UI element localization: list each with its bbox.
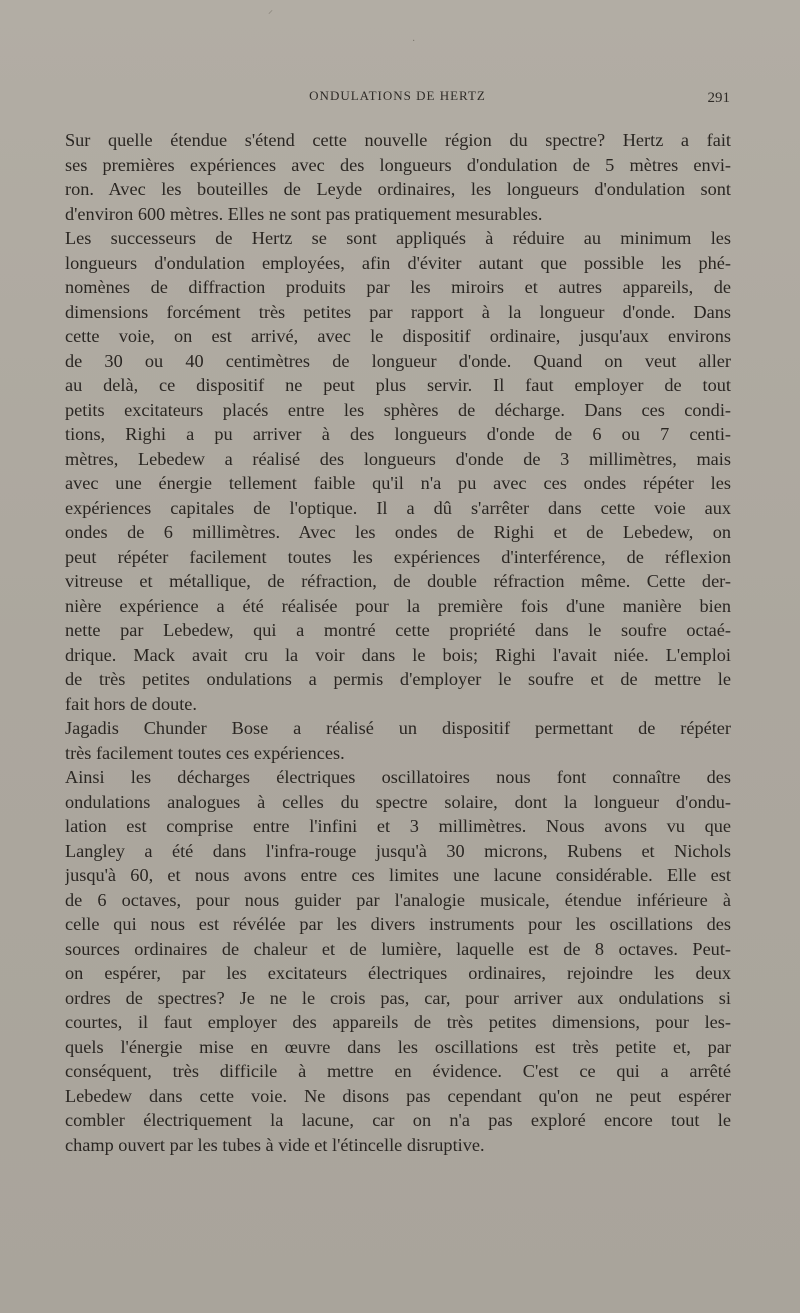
text-line: ses premières expériences avec des longueurs d'ondulation de 5 mètres envi- [65, 154, 731, 175]
text-line: nomènes de diffraction produits par les miroirs et autres appareils, de [65, 277, 731, 297]
scan-speck: ⸝ [268, 5, 273, 16]
paragraph [65, 716, 731, 765]
text-line: nière expérience a été réalisée pour la première fois d'une manière bien [65, 595, 731, 616]
text-line: cette voie, on est arrivé, avec le dispositif ordinaire, jusqu'aux environs [65, 326, 731, 346]
running-title: ONDULATIONS DE HERTZ [309, 88, 486, 103]
text-line: d'environ 600 mètres. Elles ne sont pas pratiquement mesurables. [65, 203, 543, 224]
text-line: jusqu'à 60, et nous avons entre ces limites une lacune considérable. Elle est [65, 865, 731, 885]
text-line: sources ordinaires de chaleur et de lumière, laquelle est de 8 octaves. Peut- [65, 938, 731, 959]
text-line: ordres de spectres? Je ne le crois pas, car, pour arriver aux ondulations si [65, 987, 731, 1008]
text-line: fait hors de doute. [65, 693, 197, 714]
text-line: petits excitateurs placés entre les sphères de décharge. Dans ces condi- [65, 399, 731, 420]
paragraph [65, 226, 731, 716]
text-line: de 6 octaves, pour nous guider par l'analogie musicale, étendue inférieure à [65, 889, 731, 910]
text-line: ron. Avec les bouteilles de Leyde ordinaires, les longueurs d'ondulation sont [65, 179, 731, 199]
text-line: Langley a été dans l'infra-rouge jusqu'à 30 microns, Rubens et Nichols [65, 840, 731, 861]
text-line: Les successeurs de Hertz se sont appliqués à réduire au minimum les [65, 228, 731, 248]
text-line: avec une énergie tellement faible qu'il n'a pu avec ces ondes répéter les [65, 473, 731, 493]
text-line: dimensions forcément très petites par rapport à la longueur d'onde. Dans [65, 301, 731, 322]
text-line: conséquent, très difficile à mettre en évidence. C'est ce qui a arrêté [65, 1061, 731, 1081]
text-line: de très petites ondulations a permis d'employer le soufre et de mettre le [65, 669, 731, 689]
text-line: lation est comprise entre l'infini et 3 millimètres. Nous avons vu que [65, 816, 731, 836]
paragraph [65, 128, 731, 226]
text-line: combler électriquement la lacune, car on n'a pas exploré encore tout le [65, 1110, 731, 1130]
text-line: courtes, il faut employer des appareils de très petites dimensions, pour les- [65, 1012, 731, 1032]
text-line: Ainsi les décharges électriques oscillatoires nous font connaître des [65, 767, 731, 787]
text-line: très facilement toutes ces expériences. [65, 742, 345, 763]
text-line: mètres, Lebedew a réalisé des longueurs d'onde de 3 millimètres, mais [65, 448, 731, 469]
text-line: Sur quelle étendue s'étend cette nouvelle région du spectre? Hertz a fait [65, 130, 731, 150]
text-line: ondes de 6 millimètres. Avec les ondes de Righi et de Lebedew, on [65, 522, 731, 542]
text-line: au delà, ce dispositif ne peut plus servir. Il faut employer de tout [65, 375, 731, 395]
text-line: longueurs d'ondulation employées, afin d'éviter autant que possible les phé- [65, 252, 731, 273]
text-line: celle qui nous est révélée par les divers instruments pour les oscillations des [65, 914, 731, 934]
scan-speck: · [412, 36, 416, 47]
text-line: champ ouvert par les tubes à vide et l'étincelle disruptive. [65, 1134, 485, 1155]
text-line: ondulations analogues à celles du spectre solaire, dont la longueur d'ondu- [65, 791, 731, 812]
text-line: drique. Mack avait cru la voir dans le bois; Righi l'avait niée. L'emploi [65, 644, 731, 665]
text-line: tions, Righi a pu arriver à des longueurs d'onde de 6 ou 7 centi- [65, 424, 731, 444]
running-head [65, 88, 730, 110]
text-line: Jagadis Chunder Bose a réalisé un dispositif permettant de répéter [65, 718, 731, 738]
text-line: Lebedew dans cette voie. Ne disons pas cependant qu'on ne peut espérer [65, 1085, 731, 1106]
text-line: nette par Lebedew, qui a montré cette propriété dans le soufre octaé- [65, 620, 731, 640]
body-text [65, 128, 731, 1157]
page-number: 291 [707, 90, 730, 106]
paragraph [65, 765, 731, 1157]
text-line: expériences capitales de l'optique. Il a dû s'arrêter dans cette voie aux [65, 497, 731, 518]
text-line: quels l'énergie mise en œuvre dans les oscillations est très petite et, par [65, 1036, 731, 1057]
text-line: on espérer, par les excitateurs électriques ordinaires, rejoindre les deux [65, 963, 731, 983]
text-line: de 30 ou 40 centimètres de longueur d'onde. Quand on veut aller [65, 350, 731, 371]
text-line: peut répéter facilement toutes les expériences d'interférence, de réflexion [65, 546, 731, 567]
text-line: vitreuse et métallique, de réfraction, de double réfraction même. Cette der- [65, 571, 731, 591]
